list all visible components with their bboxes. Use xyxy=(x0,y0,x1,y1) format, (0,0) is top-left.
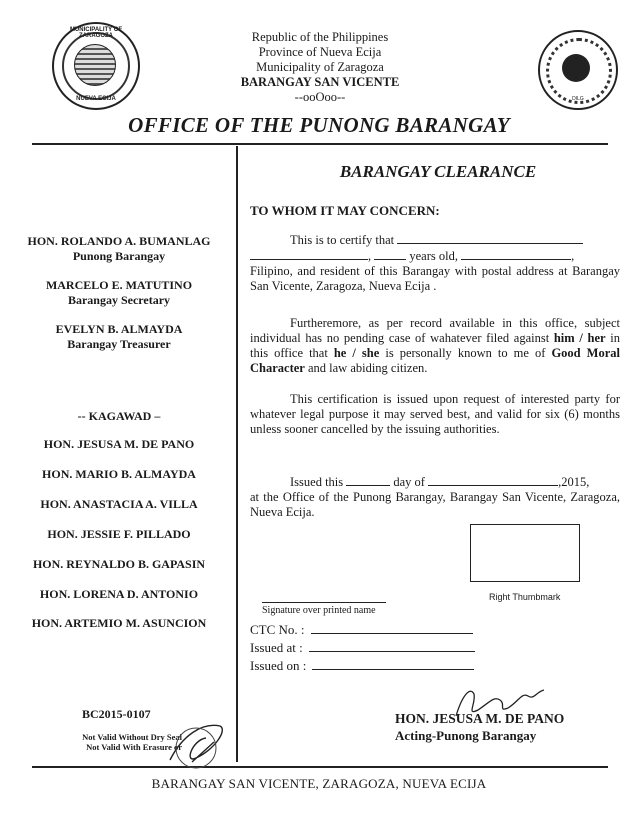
signature-line[interactable] xyxy=(262,602,386,603)
official-title: Punong Barangay xyxy=(72,249,166,263)
kagawad-item: HON. LORENA D. ANTONIO xyxy=(39,587,199,601)
name-blank[interactable] xyxy=(397,232,583,244)
header-municipality: Municipality of Zaragoza xyxy=(256,60,384,74)
signer-title: Acting-Punong Barangay xyxy=(395,728,537,743)
control-number: BC2015-0107 xyxy=(82,707,151,721)
kagawad-item: HON. MARIO B. ALMAYDA xyxy=(42,467,196,481)
age-blank[interactable] xyxy=(374,248,406,260)
seal-bottom-text: DILG xyxy=(572,96,584,102)
issued-paragraph: Issued this day of ,2015, at the Office of the Punong Barangay, Barangay San Vicente, Zaragoza, Nueva Ecija. xyxy=(250,475,620,519)
document-title: BARANGAY CLEARANCE xyxy=(339,162,537,181)
dry-seal-signature xyxy=(162,716,232,770)
kagawad-item: HON. ARTEMIO M. ASUNCION xyxy=(31,616,207,630)
header-republic: Republic of the Philippines xyxy=(251,30,389,44)
record-paragraph: Furtheremore, as per record available in this office, subject individual has no pending case of wahatever filed against him / her in this office that he / she is personally known to me of Good Moral Character and law abiding citizen. xyxy=(250,316,621,375)
certify-paragraph: This is to certify that , years old, , Filipino, and resident of this Barangay with postal address at Barangay San Vicente, Zaragoza, Nueva Ecija . xyxy=(250,233,620,293)
seal-bottom-text: NUEVA ECIJA xyxy=(76,96,116,102)
not-valid-notice: Not Valid With Erasure or xyxy=(86,742,182,752)
day-blank[interactable] xyxy=(346,474,390,486)
validity-paragraph: This certification is issued upon request of interested party for whatever legal purpose it may served best, and valid for six (6) months unless sooner cancelled by the issuing authorities. xyxy=(250,392,620,436)
issued-on-input[interactable] xyxy=(312,658,474,670)
not-valid-notice: Not Valid Without Dry Seal xyxy=(82,732,182,742)
thumbmark-label: Right Thumbmark xyxy=(489,592,561,602)
kagawad-item: HON. ANASTACIA A. VILLA xyxy=(40,497,198,511)
official-title: Barangay Treasurer xyxy=(67,337,171,351)
signature-label: Signature over printed name xyxy=(262,605,376,616)
kagawad-heading: -- KAGAWAD – xyxy=(77,409,161,423)
footer-divider xyxy=(32,766,608,768)
official-name: EVELYN B. ALMAYDA xyxy=(55,322,183,336)
header-ornament: --ooOoo-- xyxy=(294,90,346,104)
issued-on-field: Issued on : xyxy=(250,658,474,674)
seal-top-text: MUNICIPALITY OF ZARAGOZA xyxy=(69,27,123,39)
official-title: Barangay Secretary xyxy=(67,293,171,307)
header-barangay: BARANGAY SAN VICENTE xyxy=(240,75,400,89)
salutation: TO WHOM IT MAY CONCERN: xyxy=(250,203,440,218)
ctc-field: CTC No. : xyxy=(250,622,473,638)
header-province: Province of Nueva Ecija xyxy=(258,45,382,59)
kagawad-item: HON. REYNALDO B. GAPASIN xyxy=(32,557,206,571)
name-blank-cont[interactable] xyxy=(250,248,368,260)
seal-emblem xyxy=(74,44,116,86)
header-divider xyxy=(32,143,608,145)
municipality-seal xyxy=(52,22,140,110)
office-title: OFFICE OF THE PUNONG BARANGAY xyxy=(128,113,510,137)
kagawad-item: HON. JESSIE F. PILLADO xyxy=(47,527,191,541)
dilg-seal xyxy=(538,30,618,110)
signer-name: HON. JESUSA M. DE PANO xyxy=(395,711,565,726)
status-blank[interactable] xyxy=(461,248,571,260)
seal-emblem xyxy=(562,54,590,82)
official-name: MARCELO E. MATUTINO xyxy=(45,278,193,292)
month-blank[interactable] xyxy=(428,474,558,486)
official-name: HON. ROLANDO A. BUMANLAG xyxy=(27,234,211,248)
ctc-input[interactable] xyxy=(311,622,473,634)
issued-at-input[interactable] xyxy=(309,640,475,652)
thumbmark-box[interactable] xyxy=(470,524,580,582)
footer-address: BARANGAY SAN VICENTE, ZARAGOZA, NUEVA ECIJA xyxy=(151,776,487,791)
issued-at-field: Issued at : xyxy=(250,640,475,656)
kagawad-item: HON. JESUSA M. DE PANO xyxy=(43,437,195,451)
